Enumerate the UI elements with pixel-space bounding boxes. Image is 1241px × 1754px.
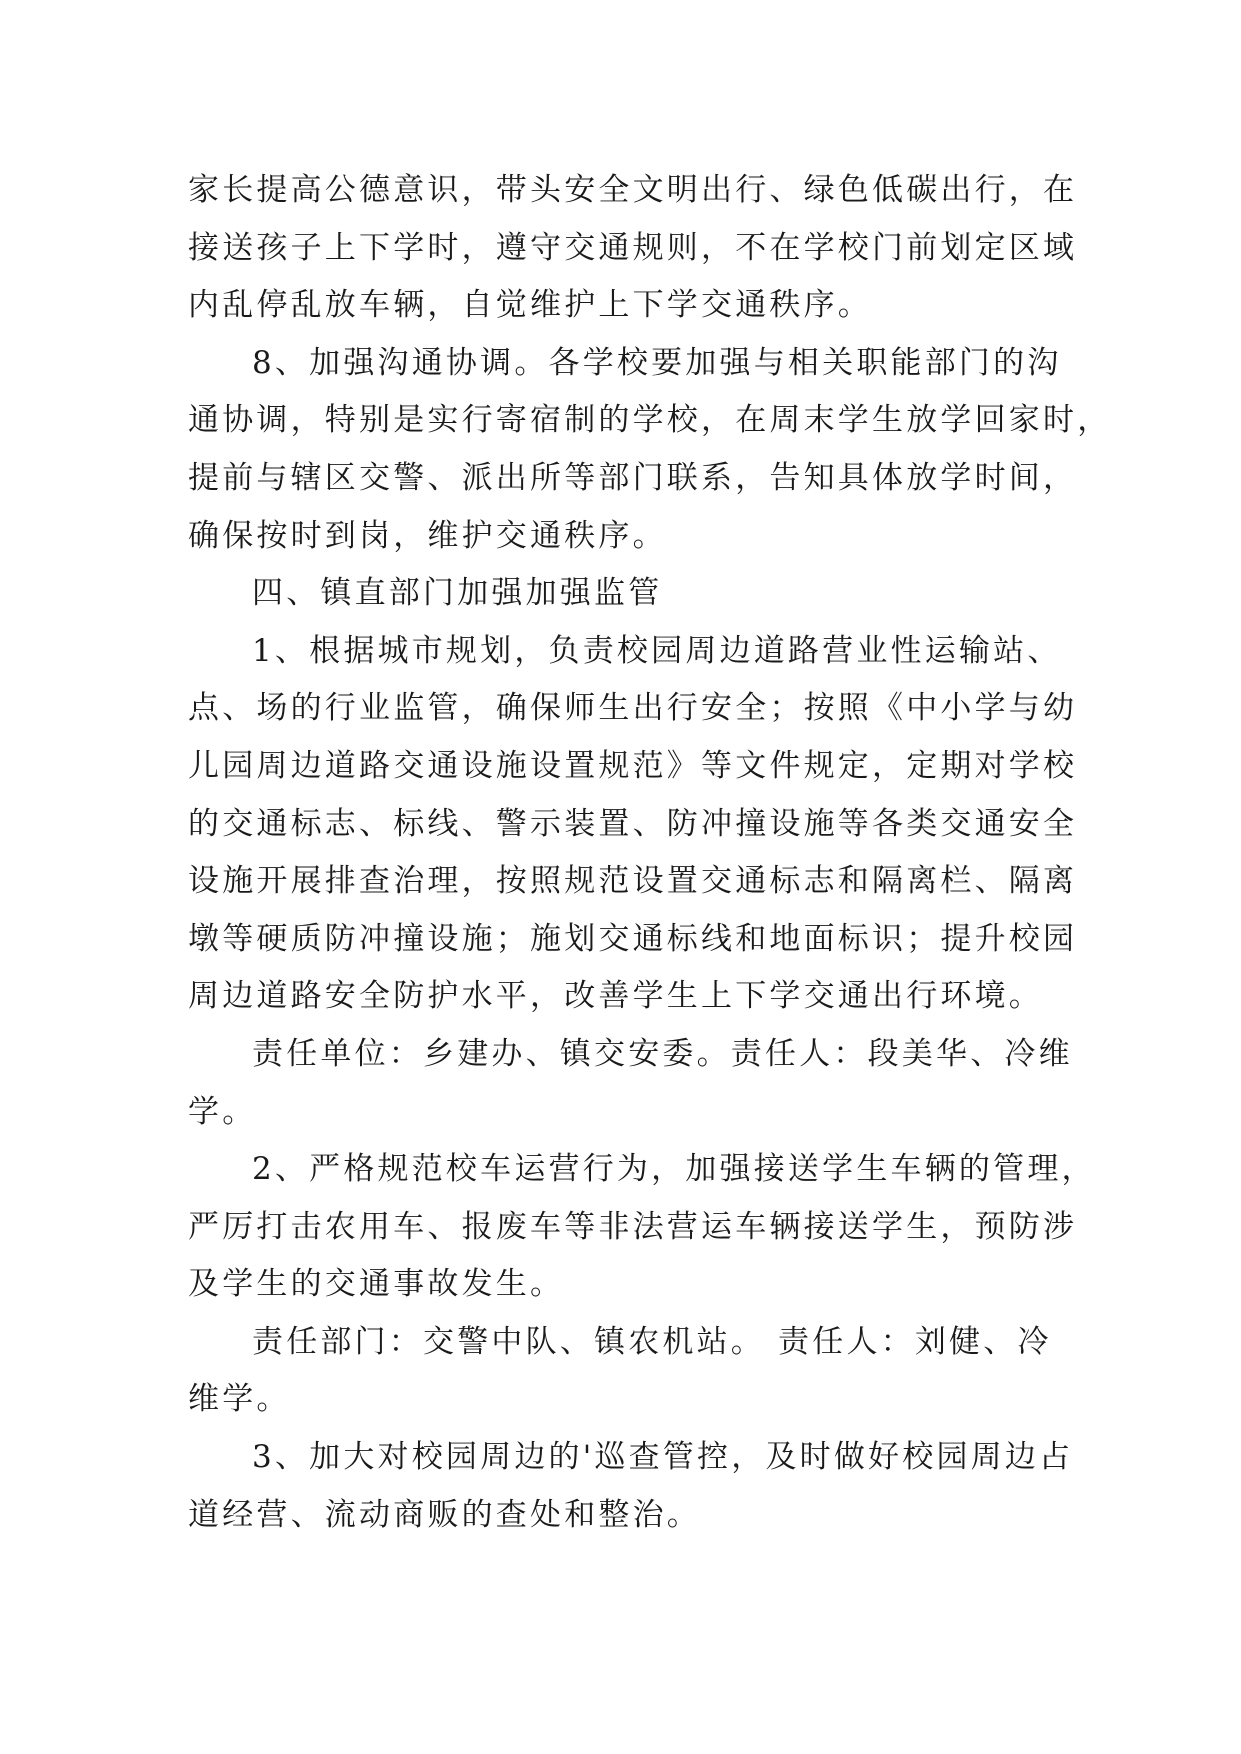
text-line: 8、加强沟通协调。各学校要加强与相关职能部门的沟 — [252, 344, 1062, 381]
text-line: 墩等硬质防冲撞设施；施划交通标线和地面标识；提升校园 — [188, 920, 1078, 957]
text-line: 确保按时到岗，维护交通秩序。 — [188, 517, 667, 554]
text-line: 及学生的交通事故发生。 — [188, 1266, 565, 1303]
text-line: 的交通标志、标线、警示装置、防冲撞设施等各类交通安全 — [188, 805, 1078, 842]
text-line: 3、加大对校园周边的'巡查管控，及时做好校园周边占 — [252, 1439, 1074, 1476]
text-line: 家长提高公德意识，带头安全文明出行、绿色低碳出行，在 — [188, 172, 1078, 208]
text-line: 1、根据城市规划，负责校园周边道路营业性运输站、 — [252, 632, 1062, 669]
text-line: 儿园周边道路交通设施设置规范》等文件规定，定期对学校 — [188, 747, 1078, 784]
text-line: 四、镇直部门加强加强监管 — [252, 575, 663, 612]
text-line: 2、严格规范校车运营行为，加强接送学生车辆的管理， — [252, 1151, 1096, 1188]
text-line: 道经营、流动商贩的查处和整治。 — [188, 1496, 701, 1533]
text-line: 严厉打击农用车、报废车等非法营运车辆接送学生，预防涉 — [188, 1208, 1078, 1245]
text-line: 责任单位：乡建办、镇交安委。责任人：段美华、冷维 — [252, 1035, 1073, 1072]
text-line: 维学。 — [188, 1381, 291, 1418]
text-line: 周边道路安全防护水平，改善学生上下学交通出行环境。 — [188, 978, 1043, 1015]
text-line: 学。 — [188, 1093, 257, 1130]
text-line: 接送孩子上下学时，遵守交通规则，不在学校门前划定区域 — [188, 229, 1078, 266]
text-line: 通协调，特别是实行寄宿制的学校，在周末学生放学回家时， — [188, 402, 1112, 439]
text-line: 点、场的行业监管，确保师生出行安全；按照《中小学与幼 — [188, 690, 1078, 727]
document-body — [188, 162, 1112, 1544]
text-line: 设施开展排查治理，按照规范设置交通标志和隔离栏、隔离 — [188, 863, 1078, 900]
text-line: 责任部门：交警中队、镇农机站。 责任人：刘健、冷 — [252, 1323, 1052, 1360]
text-line: 提前与辖区交警、派出所等部门联系，告知具体放学时间， — [188, 459, 1078, 496]
text-line: 内乱停乱放车辆，自觉维护上下学交通秩序。 — [188, 287, 872, 324]
